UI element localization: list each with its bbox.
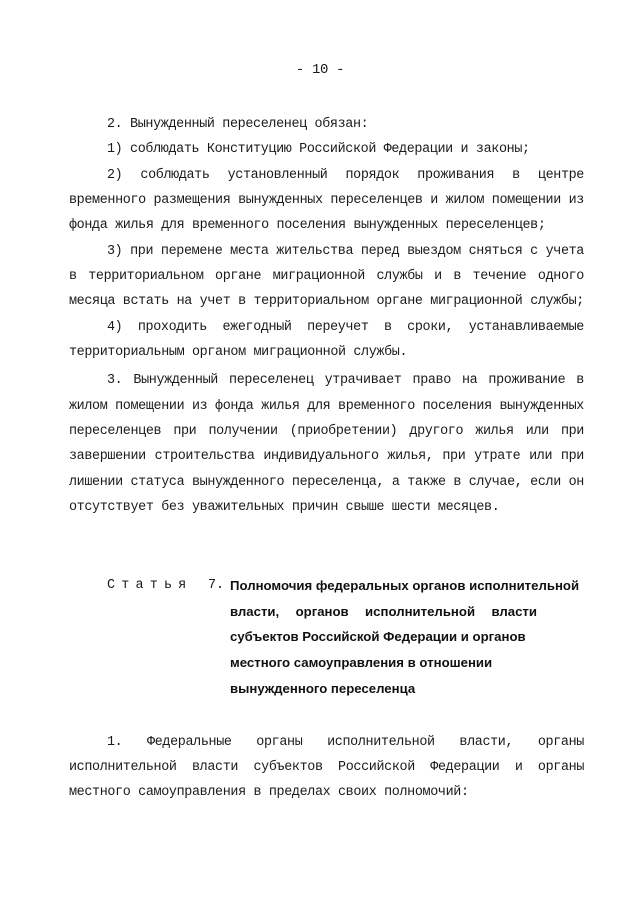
- section-3-line-4: завершении строительства индивидуального жилья, при утрате или при: [69, 449, 584, 464]
- article-heading-line-3: субъектов Российской Федерации и органов: [230, 629, 526, 644]
- article-p1-line-3: местного самоуправления в пределах своих полномочий:: [69, 785, 469, 800]
- section-2-item-2-line-1: 2) соблюдать установленный порядок проживания в центре: [107, 168, 584, 183]
- section-3-line-1: 3. Вынужденный переселенец утрачивает право на проживание в: [107, 373, 584, 388]
- section-2-item-3-line-1: 3) при перемене места жительства перед выездом сняться с учета: [107, 244, 584, 259]
- section-3-line-5: лишении статуса вынужденного переселенца, а также в случае, если он: [69, 475, 584, 490]
- section-3-line-3: переселенцев при получении (приобретении) другого жилья или при: [69, 424, 584, 439]
- section-2-item-2-line-3: фонда жилья для временного поселения вынужденных переселенцев;: [69, 218, 546, 233]
- section-2-item-3-line-2: в территориальном органе миграционной службы и в течение одного: [69, 269, 584, 284]
- article-heading-line-2: власти, органов исполнительной власти: [230, 604, 537, 619]
- article-number: 7.: [208, 578, 225, 593]
- section-2-item-4-line-2: территориальным органом миграционной службы.: [69, 345, 408, 360]
- section-2-item-1: 1) соблюдать Конституцию Российской Федерации и законы;: [107, 142, 530, 157]
- section-2-item-4-line-1: 4) проходить ежегодный переучет в сроки, устанавливаемые: [107, 320, 584, 335]
- section-3-line-6: отсутствует без уважительных причин свыше шести месяцев.: [69, 500, 500, 515]
- section-2-title: 2. Вынужденный переселенец обязан:: [107, 117, 369, 132]
- article-p1-line-2: исполнительной власти субъектов Российской Федерации и органы: [69, 760, 584, 775]
- article-heading-line-5: вынужденного переселенца: [230, 681, 416, 696]
- section-2-item-3-line-3: месяца встать на учет в территориальном органе миграционной службы;: [69, 294, 584, 309]
- article-heading-line-4: местного самоуправления в отношении: [230, 655, 493, 670]
- article-heading-line-1: Полномочия федеральных органов исполнительной: [230, 578, 580, 593]
- article-p1-line-1: 1. Федеральные органы исполнительной власти, органы: [107, 735, 584, 750]
- page-number: - 10 -: [295, 62, 345, 78]
- section-2-item-2-line-2: временного размещения вынужденных переселенцев и жилом помещении из: [69, 193, 584, 208]
- section-3-line-2: жилом помещении из фонда жилья для временного поселения вынужденных: [69, 399, 584, 414]
- article-label: Статья: [107, 578, 193, 593]
